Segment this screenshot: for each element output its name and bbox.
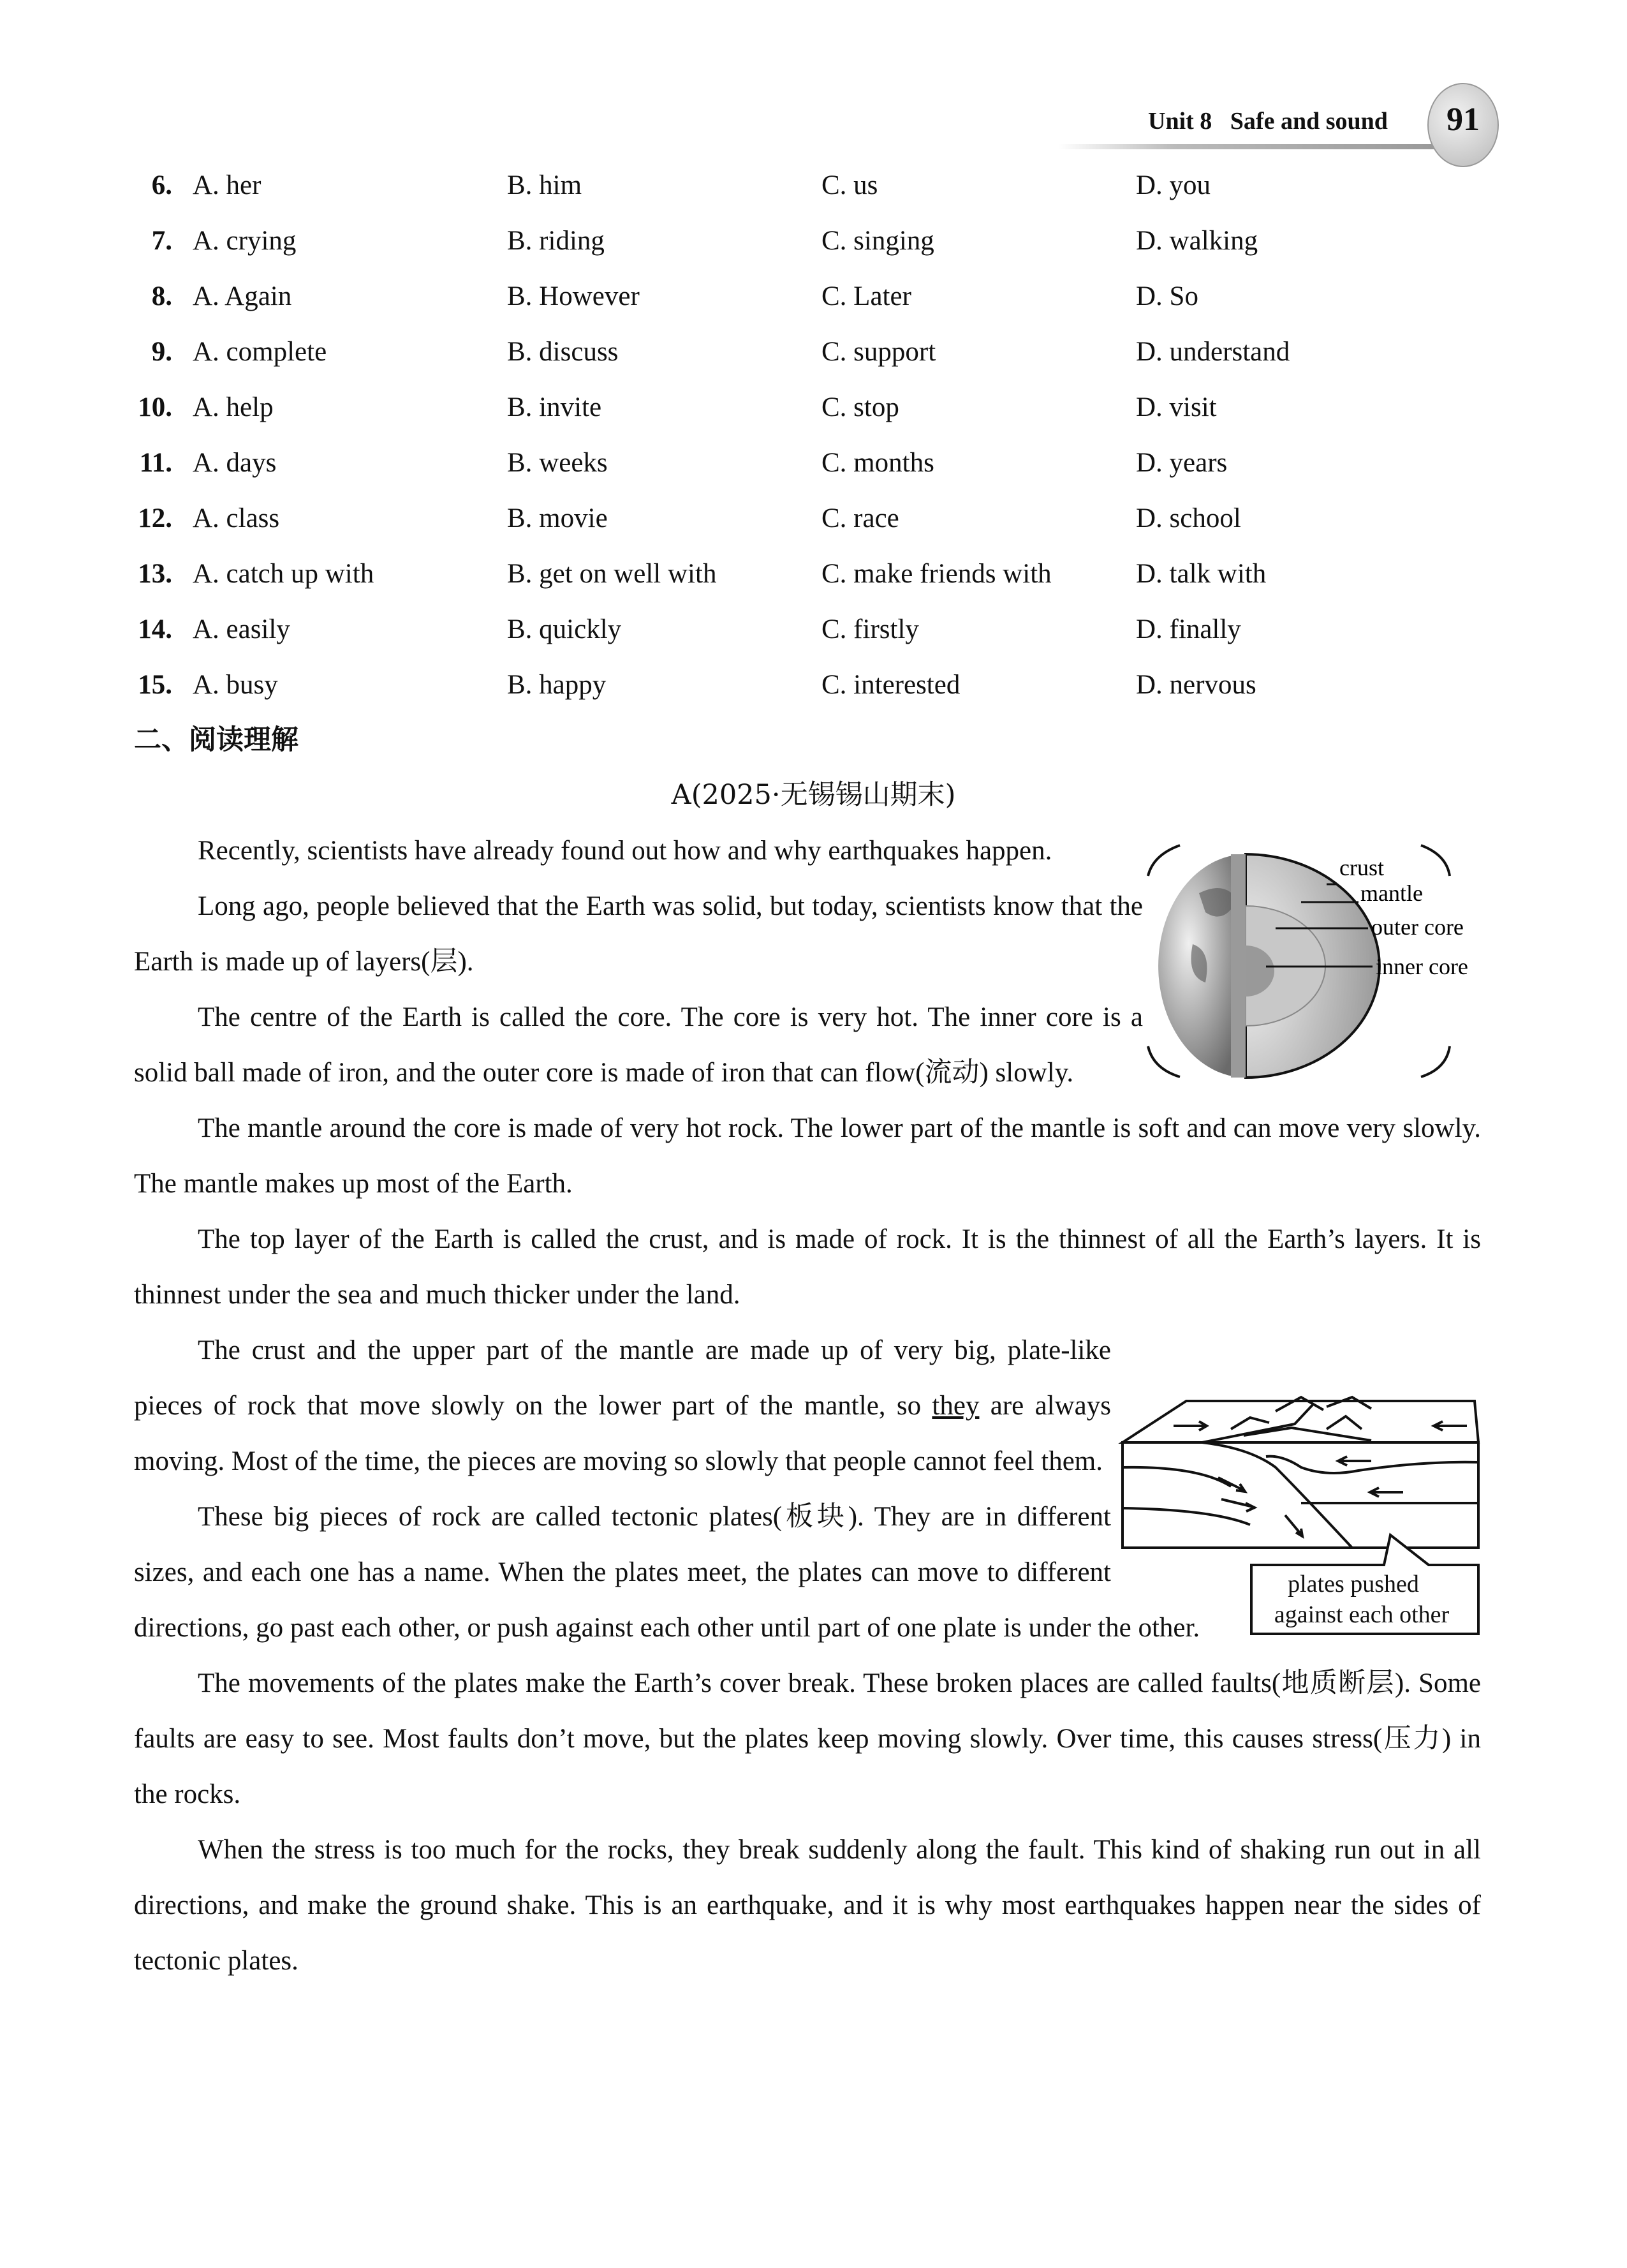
question-number: 6.: [151, 170, 172, 200]
question-number: 9.: [151, 337, 172, 367]
question-number: 10.: [138, 392, 172, 422]
underlined-word: they: [932, 1391, 980, 1421]
option-b[interactable]: B. However: [507, 281, 640, 311]
question-number: 11.: [139, 448, 172, 478]
option-a[interactable]: A. days: [193, 448, 277, 478]
option-a[interactable]: A. help: [193, 392, 274, 422]
arrow-icon: [1370, 1488, 1403, 1497]
paragraph: The movements of the plates make the Earth’s cover break. These broken places are called faults(地质断层). Some faults are easy to see. Most faults don’t move, but the plates keep moving slowly. Over time, this causes stress(压力) in the rocks.: [134, 1668, 1481, 1809]
option-b[interactable]: B. him: [507, 170, 582, 200]
paragraph: These big pieces of rock are called tectonic plates(板块). They are in different sizes, and each one has a name. When the plates meet, the plates can move to different directions, go past each other, or push against each other until part of one plate is under the other.: [134, 1502, 1200, 1643]
option-d[interactable]: D. school: [1136, 503, 1241, 533]
paragraph: The centre of the Earth is called the core. The core is very hot. The inner core is a solid ball made of iron, and the outer core is made of iron that can flow(流动) slowly.: [134, 1002, 1143, 1088]
option-b[interactable]: B. invite: [507, 392, 602, 422]
option-d[interactable]: D. walking: [1136, 226, 1258, 256]
question-number: 15.: [138, 670, 172, 700]
question-number: 13.: [138, 559, 172, 589]
arrow-icon: [1221, 1499, 1255, 1511]
arrow-icon: [1218, 1478, 1245, 1492]
option-b[interactable]: B. quickly: [507, 614, 622, 644]
option-c[interactable]: C. race: [821, 503, 899, 533]
arrow-icon: [1285, 1515, 1302, 1536]
callout-line-2: against each other: [1274, 1601, 1450, 1628]
question-number: 14.: [138, 614, 172, 644]
option-c[interactable]: C. months: [821, 448, 934, 478]
option-a[interactable]: A. her: [193, 170, 261, 200]
option-b[interactable]: B. weeks: [507, 448, 608, 478]
option-c[interactable]: C. us: [821, 170, 878, 200]
option-d[interactable]: D. you: [1136, 170, 1211, 200]
paragraph: Recently, scientists have already found out how and why earthquakes happen.: [198, 836, 1052, 866]
option-a[interactable]: A. class: [193, 503, 280, 533]
option-c[interactable]: C. make friends with: [821, 559, 1052, 589]
option-b[interactable]: B. movie: [507, 503, 608, 533]
paragraph: Long ago, people believed that the Earth was solid, but today, scientists know that the Earth is made up of layers(层).: [134, 891, 1143, 977]
page-number: 91: [1447, 101, 1480, 138]
arrow-icon: [1338, 1456, 1371, 1465]
option-b[interactable]: B. get on well with: [507, 559, 717, 589]
option-a[interactable]: A. busy: [193, 670, 278, 700]
option-b[interactable]: B. discuss: [507, 337, 619, 367]
question-number: 12.: [138, 503, 172, 533]
option-c[interactable]: C. stop: [821, 392, 899, 422]
paragraph-text: are always moving. Most of the time, the pieces are moving so slowly that people cannot feel them.: [134, 1391, 1111, 1476]
callout-line-1: plates pushed: [1288, 1571, 1419, 1597]
question-number: 7.: [151, 226, 172, 256]
arrow-icon: [1434, 1421, 1467, 1430]
option-c[interactable]: C. support: [821, 337, 936, 367]
paragraph: The top layer of the Earth is called the crust, and is made of rock. It is the thinnest of all the Earth’s layers. It is thinnest under the sea and much thicker under the land.: [134, 1224, 1481, 1310]
option-d[interactable]: D. So: [1136, 281, 1198, 311]
paragraph: The mantle around the core is made of very hot rock. The lower part of the mantle is soft and can move very slowly. The mantle makes up most of the Earth.: [134, 1113, 1481, 1199]
label-crust: crust: [1339, 855, 1384, 880]
label-mantle: mantle: [1360, 880, 1423, 906]
option-a[interactable]: A. crying: [193, 226, 297, 256]
section-title: 二、阅读理解: [134, 724, 298, 756]
option-d[interactable]: D. understand: [1136, 337, 1290, 367]
earth-layers-figure: [1148, 845, 1468, 1078]
tectonic-plates-figure: [1123, 1397, 1478, 1634]
option-b[interactable]: B. riding: [507, 226, 605, 256]
label-outer-core: outer core: [1371, 914, 1464, 940]
unit-title: Safe and sound: [1230, 108, 1388, 135]
passage-title: A(2025·无锡锡山期末): [671, 779, 956, 811]
paragraph-text: The crust and the upper part of the mantle are made up of very big, plate-like pieces of rock that move slowly on the lower part of the mantle, so: [134, 1335, 1111, 1421]
option-a[interactable]: A. catch up with: [193, 559, 374, 589]
option-d[interactable]: D. talk with: [1136, 559, 1267, 589]
option-c[interactable]: C. singing: [821, 226, 934, 256]
question-number: 8.: [151, 281, 172, 311]
option-a[interactable]: A. easily: [193, 614, 290, 644]
label-inner-core: inner core: [1376, 954, 1468, 979]
option-a[interactable]: A. complete: [193, 337, 327, 367]
paragraph: When the stress is too much for the rocks, they break suddenly along the fault. This kind of shaking run out in all directions, and make the ground shake. This is an earthquake, and it is why most earthquakes happen near the sides of tectonic plates.: [134, 1835, 1481, 1976]
option-d[interactable]: D. finally: [1136, 614, 1241, 644]
option-d[interactable]: D. nervous: [1136, 670, 1256, 700]
option-a[interactable]: A. Again: [193, 281, 292, 311]
unit-label: Unit 8: [1148, 108, 1212, 135]
arrow-icon: [1174, 1421, 1207, 1430]
option-d[interactable]: D. years: [1136, 448, 1228, 478]
option-c[interactable]: C. firstly: [821, 614, 919, 644]
option-d[interactable]: D. visit: [1136, 392, 1217, 422]
option-c[interactable]: C. Later: [821, 281, 911, 311]
option-b[interactable]: B. happy: [507, 670, 607, 700]
option-c[interactable]: C. interested: [821, 670, 961, 700]
